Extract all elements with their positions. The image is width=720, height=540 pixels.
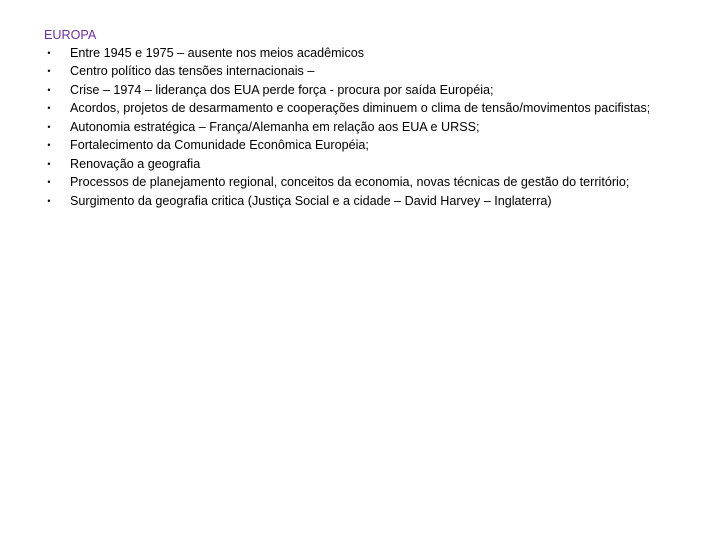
list-item bbox=[44, 193, 674, 211]
slide-content bbox=[44, 27, 674, 211]
bullet-icon: • bbox=[47, 47, 51, 58]
list-item-text: Fortalecimento da Comunidade Econômica Européia; bbox=[70, 138, 369, 152]
bullet-icon: • bbox=[47, 158, 51, 169]
bullet-icon: • bbox=[47, 103, 51, 113]
list-item bbox=[44, 63, 674, 81]
list-item bbox=[44, 156, 674, 174]
list-item-text: Autonomia estratégica – França/Alemanha em relação aos EUA e URSS; bbox=[70, 119, 480, 134]
list-item bbox=[44, 137, 674, 155]
list-item-text: Centro político das tensões internacionais – bbox=[70, 64, 315, 78]
list-item-text: Renovação a geografia bbox=[70, 156, 201, 171]
list-item-text: Surgimento da geografia critica (Justiça Social e a cidade – David Harvey – Inglaterra) bbox=[70, 193, 552, 208]
bullet-icon: • bbox=[47, 195, 51, 206]
list-item bbox=[44, 45, 674, 63]
list-item bbox=[44, 82, 674, 100]
list-item bbox=[44, 174, 674, 192]
bullet-icon: • bbox=[47, 121, 51, 132]
bullet-icon: • bbox=[47, 84, 51, 95]
list-item bbox=[44, 119, 674, 137]
list-item-text: Crise – 1974 – liderança dos EUA perde força - procura por saída Européia; bbox=[70, 82, 494, 97]
list-item-text: Processos de planejamento regional, conceitos da economia, novas técnicas de gestão do território; bbox=[70, 175, 630, 189]
bullet-icon: • bbox=[47, 66, 51, 76]
list-item bbox=[44, 100, 674, 118]
bullet-icon: • bbox=[47, 140, 51, 150]
bullet-list bbox=[44, 45, 674, 211]
slide-heading: EUROPA bbox=[44, 28, 97, 42]
list-item-text: Acordos, projetos de desarmamento e cooperações diminuem o clima de tensão/movimentos pacifistas; bbox=[70, 101, 651, 115]
bullet-icon: • bbox=[47, 177, 51, 187]
list-item-text: Entre 1945 e 1975 – ausente nos meios acadêmicos bbox=[70, 45, 365, 60]
